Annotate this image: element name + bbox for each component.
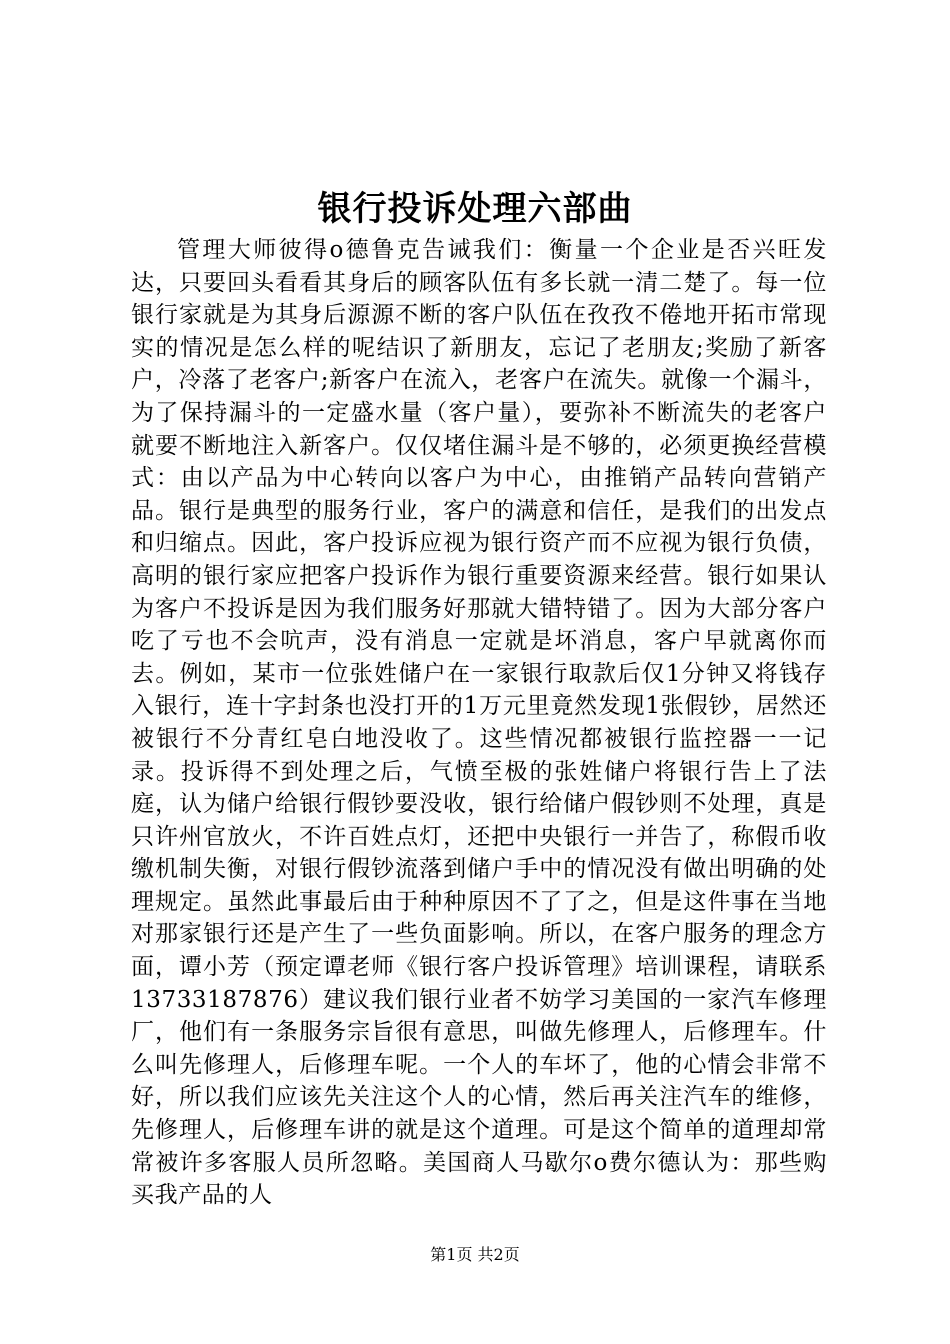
document-title: 银行投诉处理六部曲 [317,189,633,229]
page-number-footer: 第1页 共2页 [430,1245,520,1264]
document-body-paragraph: 管理大师彼得ο德鲁克告诫我们：衡量一个企业是否兴旺发达，只要回头看看其身后的顾客队伍有多长就一清二楚了。每一位银行家就是为其身后源源不断的客户队伍在孜孜不倦地开拓市常现实的情况是怎么样的呢结识了新朋友，忘记了老朋友;奖励了新客户，冷落了老客户;新客户在流入，老客户在流失。就像一个漏斗，为了保持漏斗的一定盛水量（客户量），要弥补不断流失的老客户就要不断地注入新客户。仅仅堵住漏斗是不够的，必须更换经营模式：由以产品为中心转向以客户为中心，由推销产品转向营销产品。银行是典型的服务行业，客户的满意和信任，是我们的出发点和归缩点。因此，客户投诉应视为银行资产而不应视为银行负债，高明的银行家应把客户投诉作为银行重要资源来经营。银行如果认为客户不投诉是因为我们服务好那就大错特错了。因为大部分客户吃了亏也不会吭声，没有消息一定就是坏消息，客户早就离你而去。例如，某市一位张姓储户在一家银行取款后仅1分钟又将钱存入银行，连十字封条也没打开的1万元里竟然发现1张假钞，居然还被银行不分青红皂白地没收了。这些情况都被银行监控器一一记录。投诉得不到处理之后，气愤至极的张姓储户将银行告上了法庭，认为储户给银行假钞要没收，银行给储户假钞则不处理，真是只许州官放火，不许百姓点灯，还把中央银行一并告了，称假币收缴机制失衡，对银行假钞流落到储户手中的情况没有做出明确的处理规定。虽然此事最后由于种种原因不了了之，但是这件事在当地对那家银行还是产生了一些负面影响。所以，在客户服务的理念方面，谭小芳（预定谭老师《银行客户投诉管理》培训课程，请联系13733187876）建议我们银行业者不妨学习美国的一家汽车修理厂，他们有一条服务宗旨很有意思，叫做先修理人，后修理车。什么叫先修理人，后修理车呢。一个人的车坏了，他的心情会非常不好，所以我们应该先关注这个人的心情，然后再关注汽车的维修，先修理人，后修理车讲的就是这个道理。可是这个简单的道理却常常被许多客服人员所忽略。美国商人马歇尔ο费尔德认为：那些购买我产品的人 [131,237,827,1209]
